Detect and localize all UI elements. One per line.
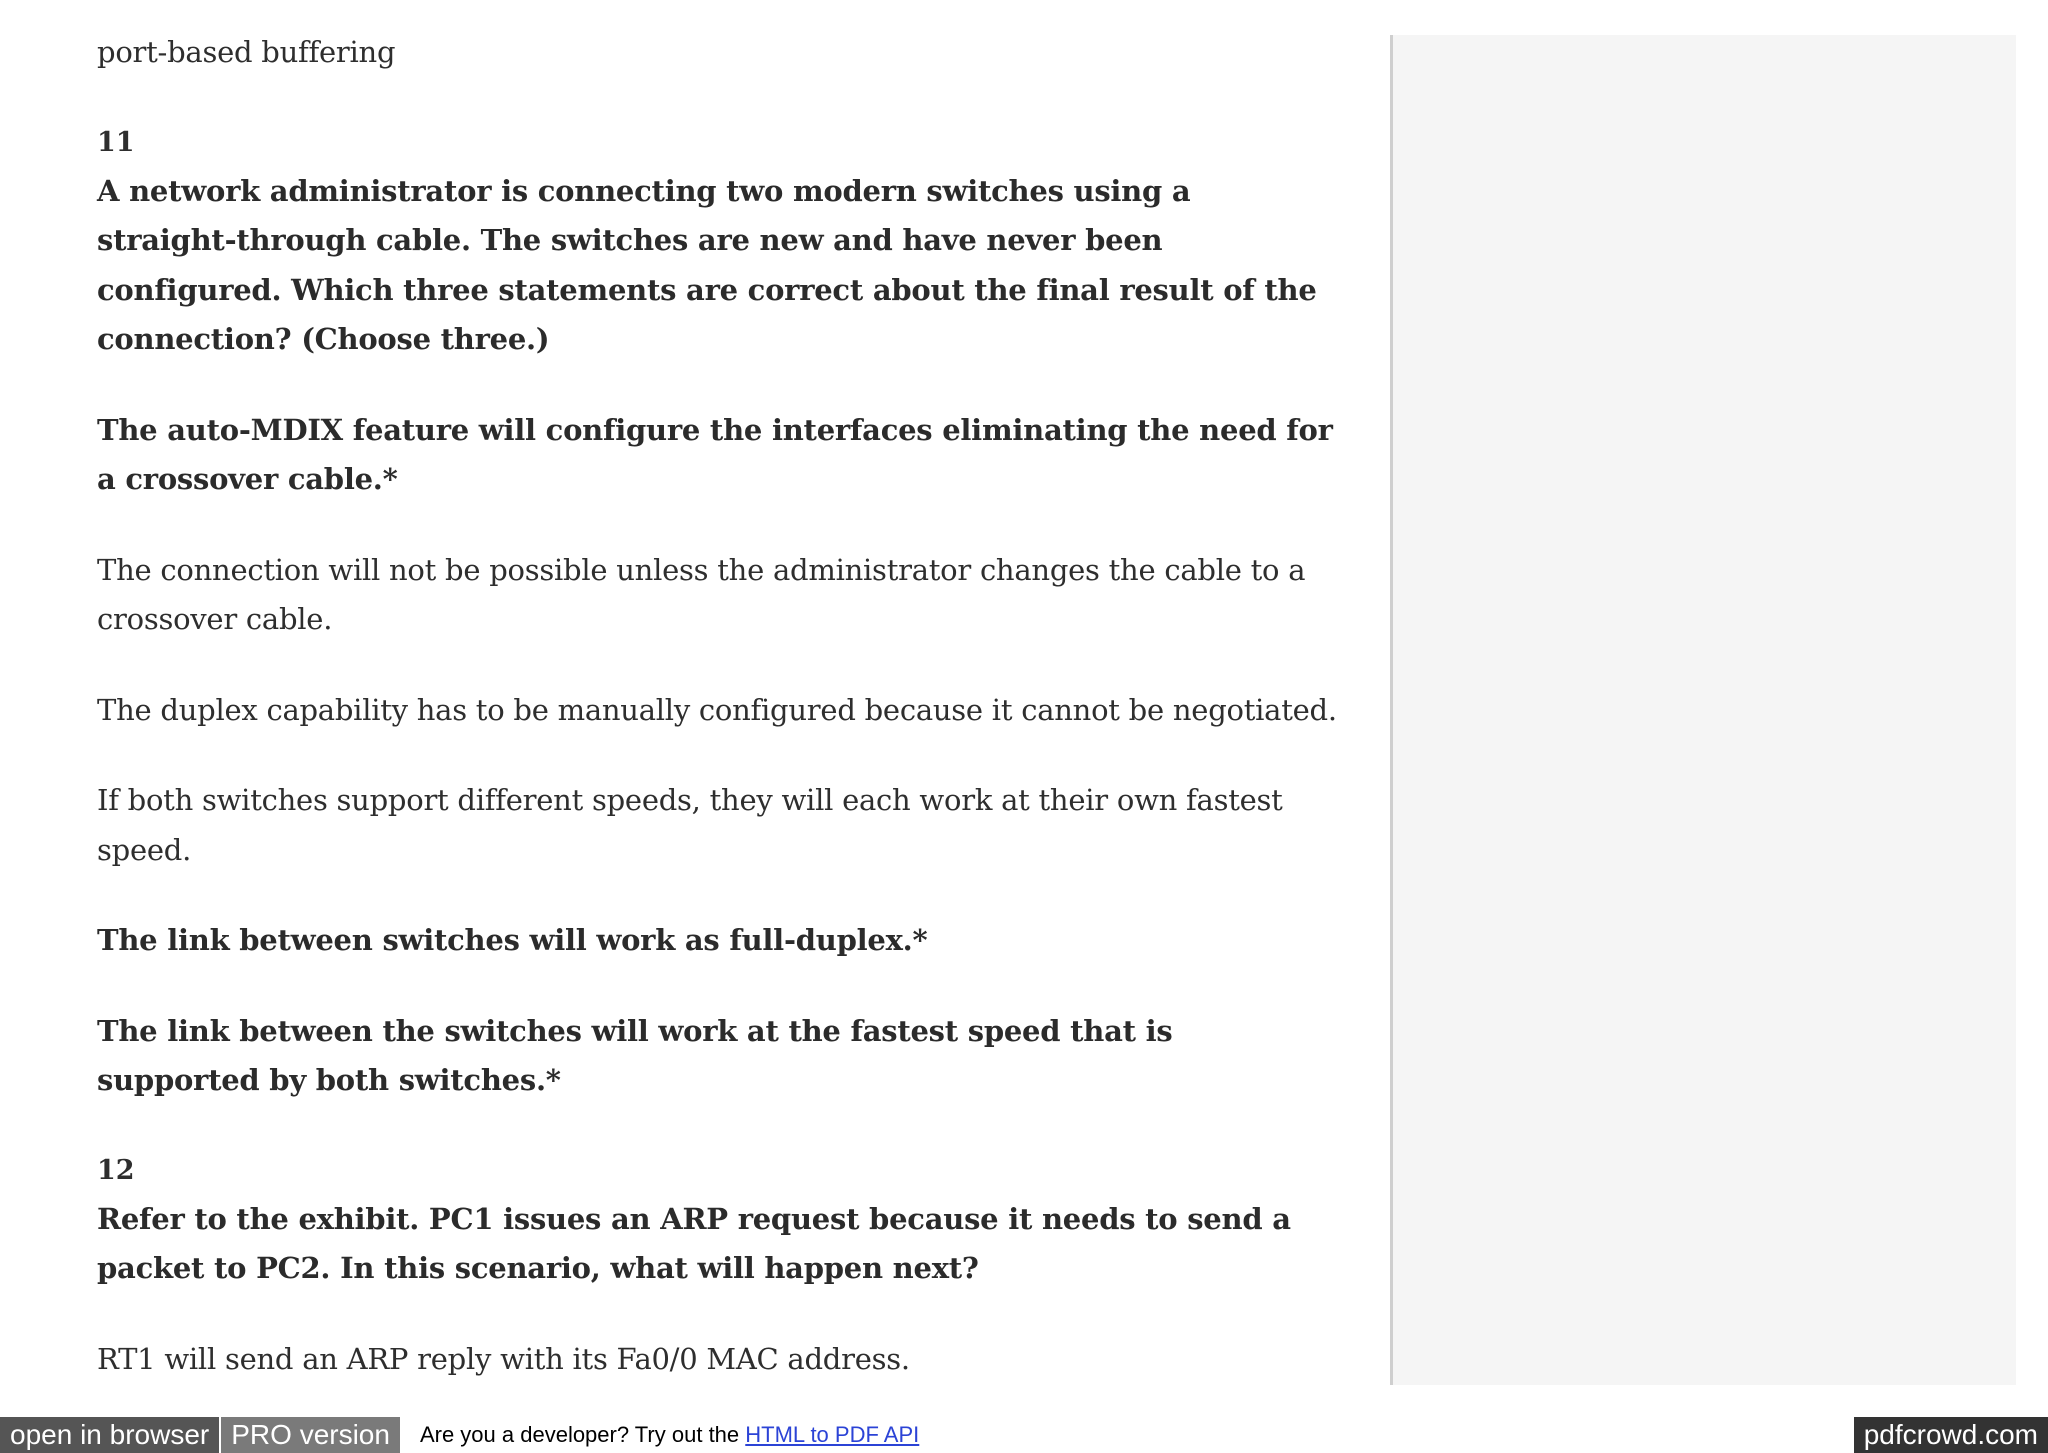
html-to-pdf-api-link[interactable]: HTML to PDF API [745,1422,920,1447]
sidebar-panel [1390,35,2016,1385]
pro-version-button[interactable]: PRO version [221,1417,400,1453]
document-content [97,28,1337,1384]
answer-option: The connection will not be possible unless the administrator changes the cable to a crossover cable. [97,552,1306,636]
answer-option: If both switches support different speeds, they will each work at their own fastest speed. [97,783,1283,867]
footer-bar [0,1417,919,1453]
pdfcrowd-brand-link[interactable]: pdfcrowd.com [1854,1417,2048,1453]
intro-line: port-based buffering [97,35,396,69]
answer-option-correct: The link between the switches will work at the fastest speed that is supported by both switches.* [97,1013,1173,1097]
answer-option-correct: The auto-MDIX feature will configure the interfaces eliminating the need for a crossover cable.* [97,412,1333,496]
question-prompt: A network administrator is connecting two modern switches using a straight-through cable. The switches are new and have never been configured. Which three statements are correct about the final result of the connection? (Choose three.) [97,173,1317,356]
answer-option-correct: The link between switches will work as full-duplex.* [97,923,928,957]
open-in-browser-button[interactable]: open in browser [0,1417,219,1453]
developer-promo [420,1422,919,1448]
answer-option: RT1 will send an ARP reply with its Fa0/0 MAC address. [97,1341,910,1376]
question-number: 12 [97,1154,135,1186]
question-prompt: Refer to the exhibit. PC1 issues an ARP request because it needs to send a packet to PC2. In this scenario, what will happen next? [97,1201,1291,1285]
answer-option: The duplex capability has to be manually configured because it cannot be negotiated. [97,692,1337,727]
question-number: 11 [97,126,135,158]
developer-promo-text: Are you a developer? Try out the [419,1422,746,1447]
